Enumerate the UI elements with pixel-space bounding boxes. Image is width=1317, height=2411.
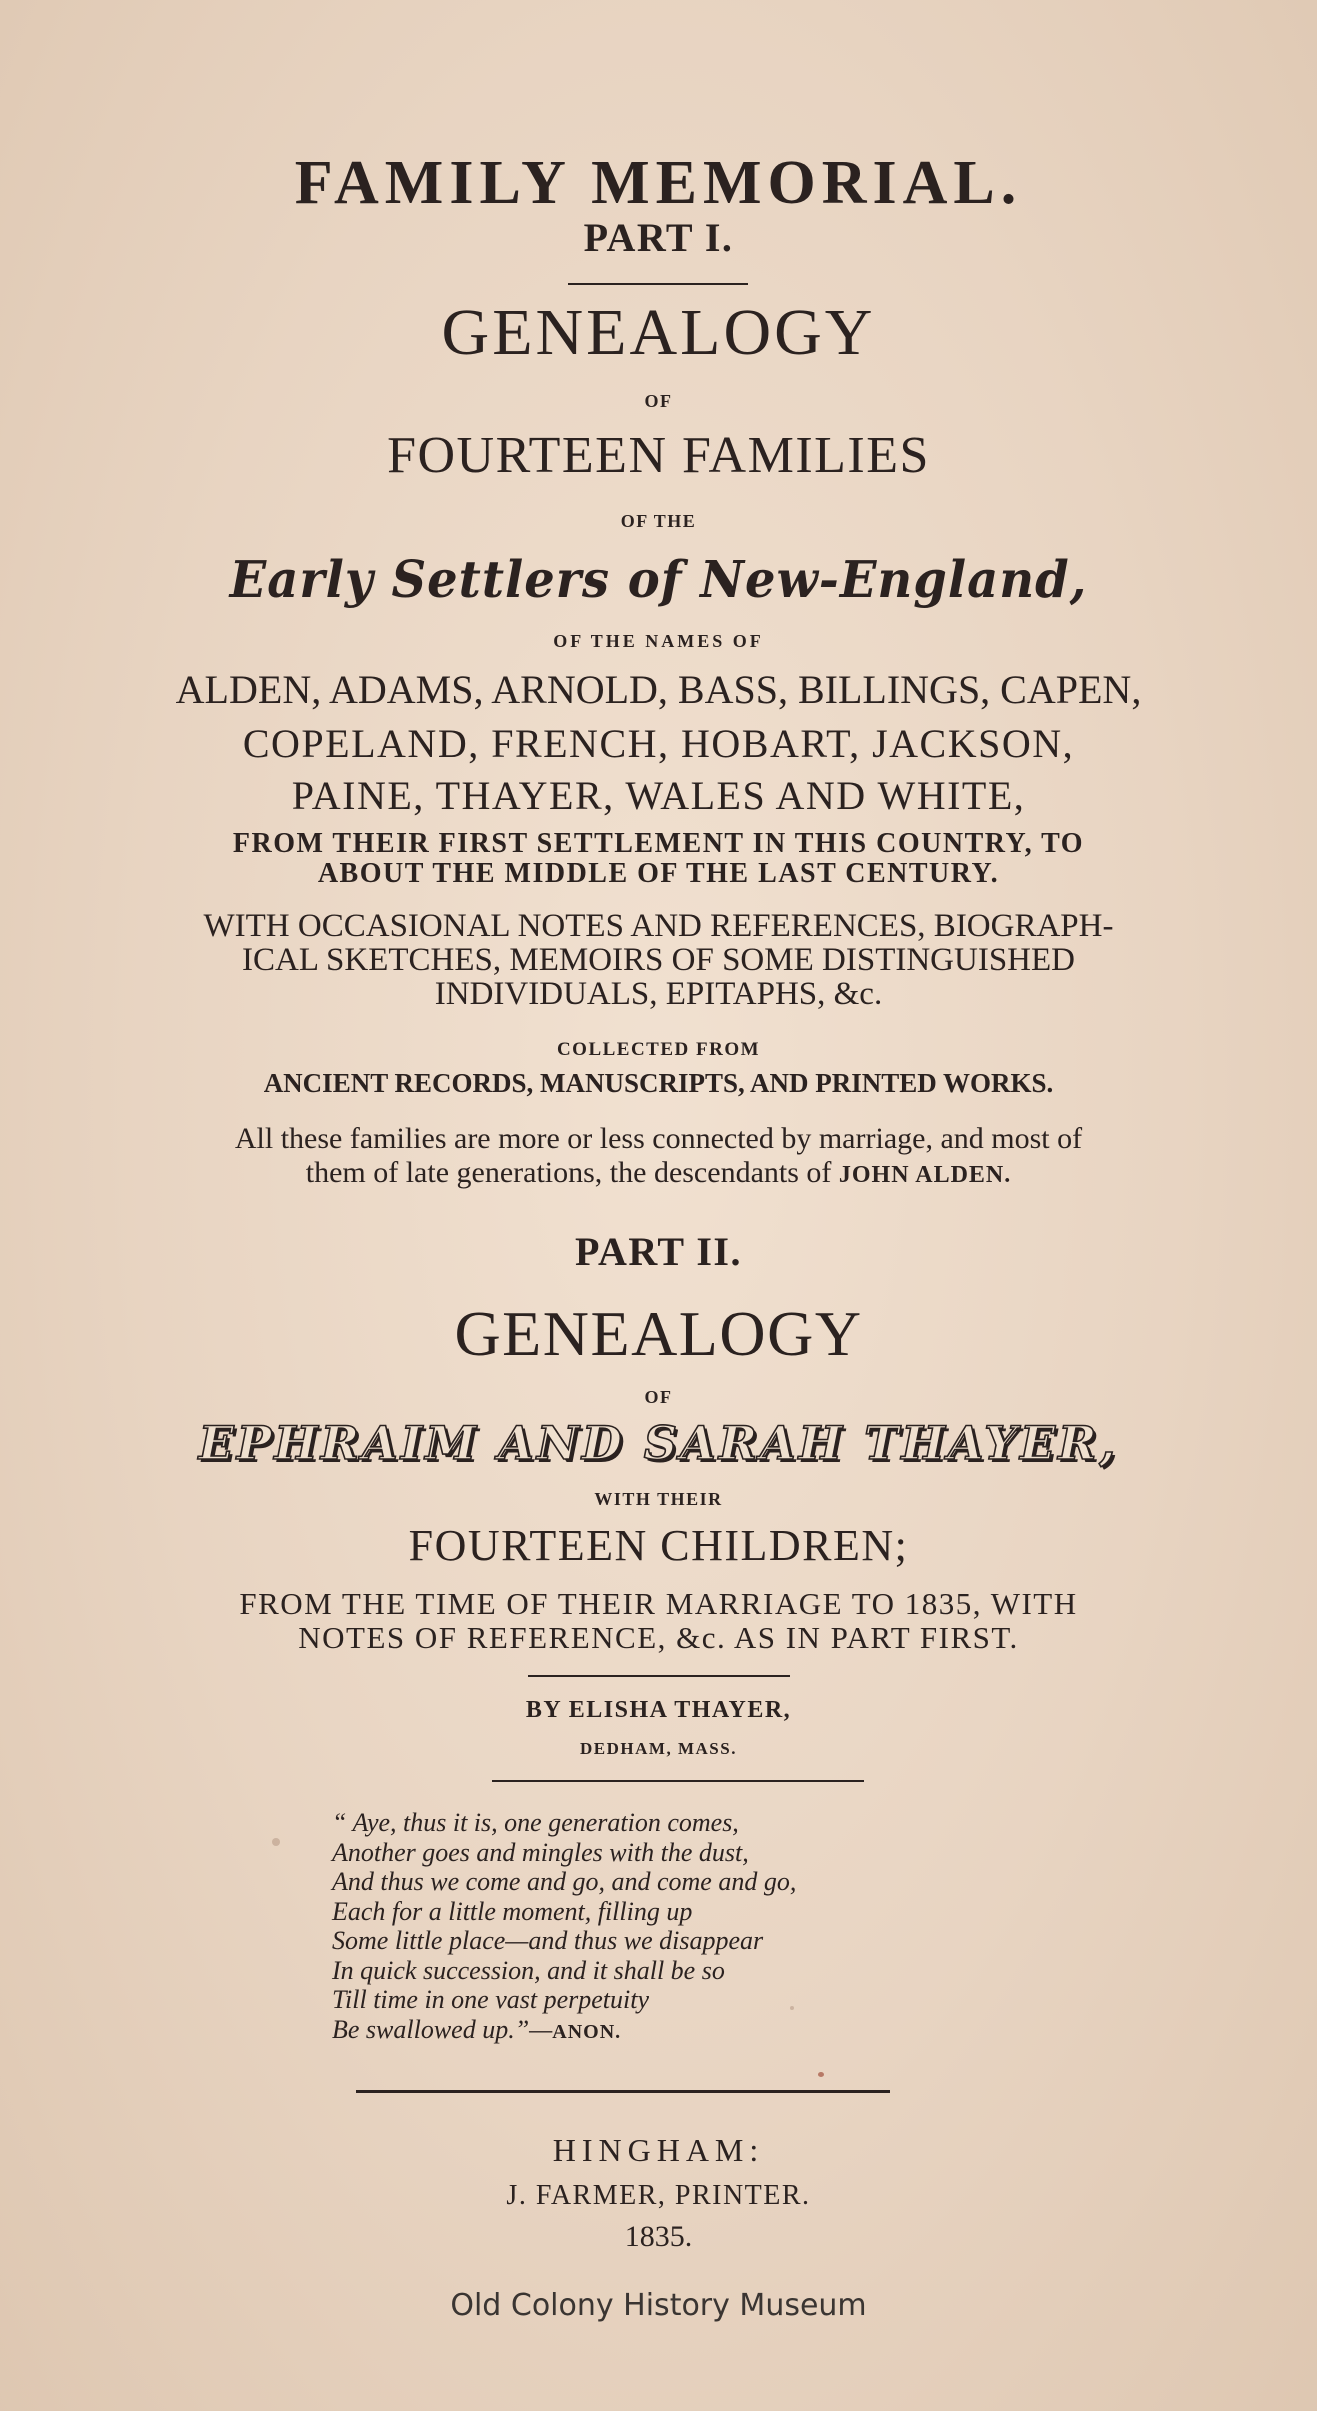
part-one-label: PART I. (583, 215, 734, 260)
imprint-city: HINGHAM: (552, 2132, 765, 2168)
of-the-label: OF THE (620, 511, 697, 531)
connection-line: All these families are more or less connected by marriage, and most of (234, 1122, 1083, 1155)
connection-text: them of late generations, the descendants of (305, 1156, 832, 1189)
with-their-label: WITH THEIR (594, 1489, 723, 1509)
genealogy-heading-1: GENEALOGY (441, 296, 876, 369)
connection-line (0, 1158, 1317, 1188)
settlement-line: FROM THEIR FIRST SETTLEMENT IN THIS COUNTRY, TO (232, 828, 1085, 859)
of-label-1: OF (644, 391, 673, 411)
notes-line: INDIVIDUALS, EPITAPHS, &c. (434, 976, 883, 1012)
genealogy-heading-2: GENEALOGY (454, 1298, 863, 1369)
divider-rule (356, 2090, 890, 2093)
of-label-2: OF (644, 1387, 673, 1407)
families-heading: FOURTEEN FAMILIES (387, 427, 930, 484)
epigraph-line: Some little place—and thus we disappear (332, 1926, 764, 1955)
timeframe-line: FROM THE TIME OF THEIR MARRIAGE TO 1835, WITH (239, 1586, 1078, 1621)
family-names-line: PAINE, THAYER, WALES AND WHITE, (291, 773, 1026, 818)
notes-line: WITH OCCASIONAL NOTES AND REFERENCES, BIOGRAPH- (203, 908, 1114, 944)
epigraph-line: Till time in one vast perpetuity (332, 1985, 650, 2014)
epigraph-line: In quick succession, and it shall be so (332, 1955, 725, 1985)
epigraph-line: Each for a little moment, filling up (332, 1896, 693, 1926)
epigraph-line: “ Aye, thus it is, one generation comes, (332, 1808, 739, 1837)
family-names-line: ALDEN, ADAMS, ARNOLD, BASS, BILLINGS, CAPEN, (175, 667, 1142, 712)
names-of-label: OF THE NAMES OF (553, 631, 764, 651)
family-names-line: COPELAND, FRENCH, HOBART, JACKSON, (242, 721, 1075, 766)
couple-heading: EPHRAIM AND SARAH THAYER, (198, 1416, 1119, 1470)
children-heading: FOURTEEN CHILDREN; (408, 1521, 909, 1570)
epigraph (332, 1808, 796, 2047)
divider-rule (528, 1675, 790, 1677)
settlement-line: ABOUT THE MIDDLE OF THE LAST CENTURY. (317, 858, 1000, 889)
epigraph-line: Another goes and mingles with the dust, (332, 1837, 749, 1867)
author-place: DEDHAM, MASS. (580, 1739, 737, 1758)
epigraph-line (332, 2015, 796, 2048)
main-heading: FAMILY MEMORIAL. (294, 149, 1023, 217)
museum-watermark: Old Colony History Museum (450, 2288, 867, 2323)
epigraph-attribution: ANON. (552, 2020, 622, 2043)
settlers-heading: Early Settlers of New-England, (229, 550, 1088, 610)
john-alden-name: JOHN ALDEN. (838, 1162, 1012, 1188)
sources-line: ANCIENT RECORDS, MANUSCRIPTS, AND PRINTED WORKS. (263, 1068, 1054, 1098)
divider-rule (568, 283, 748, 285)
author-byline: BY ELISHA THAYER, (525, 1697, 792, 1723)
paper-speck (818, 2072, 824, 2077)
paper-speck (790, 2006, 794, 2010)
notes-line: ICAL SKETCHES, MEMOIRS OF SOME DISTINGUISHED (242, 942, 1075, 978)
epigraph-line: And thus we come and go, and come and go, (332, 1867, 797, 1896)
imprint-year: 1835. (624, 2220, 693, 2253)
part-two-label: PART II. (575, 1229, 742, 1274)
collected-from-label: COLLECTED FROM (556, 1039, 761, 1060)
imprint-printer: J. FARMER, PRINTER. (506, 2180, 811, 2211)
divider-rule (492, 1780, 864, 1782)
timeframe-line: NOTES OF REFERENCE, &c. AS IN PART FIRST. (298, 1620, 1019, 1655)
epigraph-last-line: Be swallowed up.”— (332, 2014, 553, 2044)
paper-speck (272, 1838, 280, 1846)
